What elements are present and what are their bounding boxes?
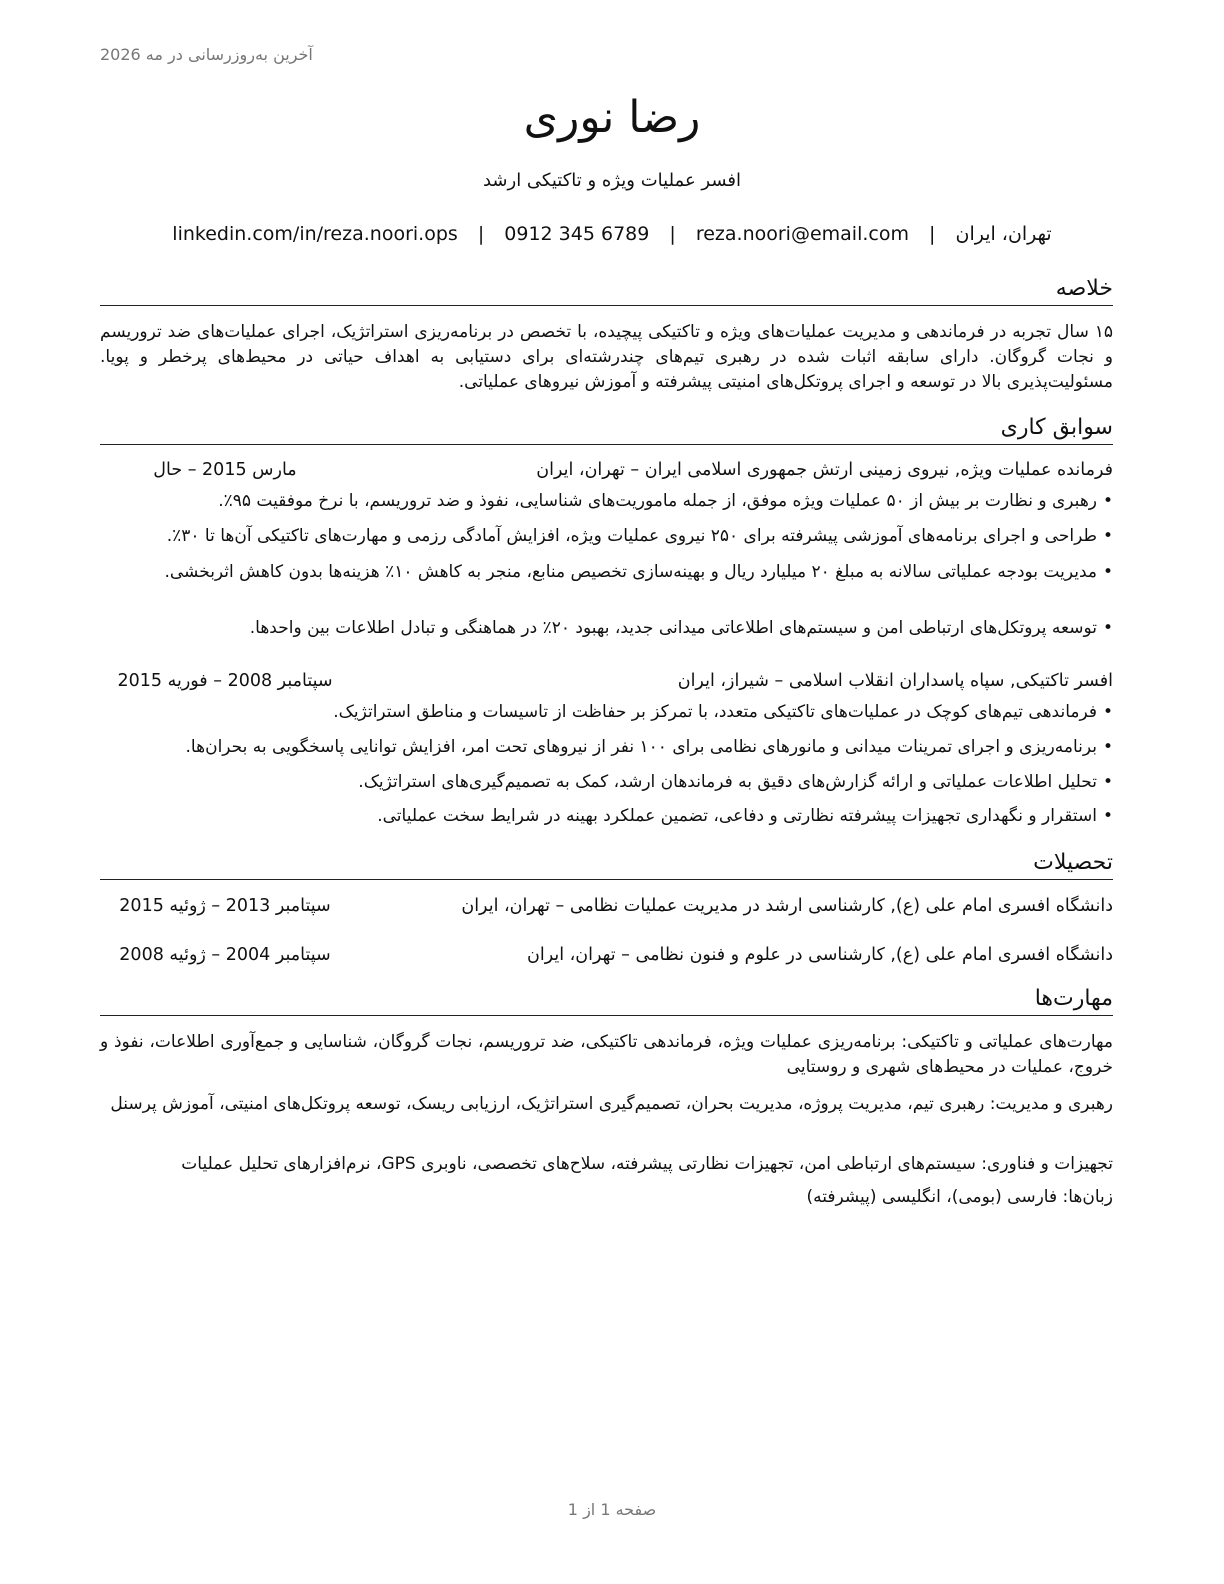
contact-linkedin[interactable]: linkedin.com/in/reza.noori.ops [172,223,458,245]
contact-separator: | [477,223,485,245]
education-item [100,893,1113,919]
skill-item: تجهیزات و فناوری: سیستم‌های ارتباطی امن، تجهیزات نظارتی پیشرفته، سلاح‌های تخصصی، ناوبری GPS، نرم‌افزارهای تحلیل عملیات [181,1154,1113,1174]
job-title: افسر عملیات ویژه و تاکتیکی ارشد [482,170,742,191]
contact-line [0,223,1224,245]
job-bullet: • مدیریت بودجه عملیاتی سالانه به مبلغ ۲۰ میلیارد ریال و بهینه‌سازی تخصیص منابع، منجر به کاهش ۱۰٪ هزینه‌ها بدون کاهش اثربخشی. [164,562,1113,582]
education-location: – تهران، ایران [461,896,570,916]
contact-separator: | [929,223,936,245]
education-degree: دانشگاه افسری امام علی (ع), کارشناسی ارشد در مدیریت عملیات نظامی [569,896,1113,916]
job-header [100,668,1113,694]
education-degree: دانشگاه افسری امام علی (ع), کارشناسی در علوم و فنون نظامی [635,945,1113,965]
job-bullet: • برنامه‌ریزی و اجرای تمرینات میدانی و مانورهای نظامی برای ۱۰۰ نفر از نیروهای تحت امر، افزایش توانایی پاسخگویی به بحران‌ها. [185,737,1113,757]
summary-heading: خلاصه [100,274,1113,306]
job-location: – تهران، ایران [536,460,645,480]
contact-phone[interactable]: 0912 345 6789 [504,223,650,245]
education-item [100,942,1113,968]
contact-email[interactable]: reza.noori@email.com [695,223,909,245]
job-bullet: • تحلیل اطلاعات عملیاتی و ارائه گزارش‌های دقیق به فرماندهان ارشد، کمک به تصمیم‌گیری‌های استراتژیک. [358,772,1113,792]
education-dates: سپتامبر 2013 – ژوئیه 2015 [119,896,331,916]
candidate-name: رضا نوری [523,92,701,143]
last-updated: آخرین به‌روزرسانی در مه 2026 [100,45,313,64]
job-bullet: • رهبری و نظارت بر بیش از ۵۰ عملیات ویژه موفق، از جمله ماموریت‌های شناسایی، نفوذ و ضد تروریسم، با نرخ موفقیت ۹۵٪. [218,491,1113,511]
skills-heading: مهارت‌ها [100,984,1113,1016]
skill-item: رهبری و مدیریت: رهبری تیم، مدیریت پروژه، مدیریت بحران، تصمیم‌گیری استراتژیک، ارزیابی ریسک، توسعه پروتکل‌های امنیتی، آموزش پرسنل [110,1094,1113,1114]
education-dates: سپتامبر 2004 – ژوئیه 2008 [119,945,331,965]
job-role: فرمانده عملیات ویژه, نیروی زمینی ارتش جمهوری اسلامی ایران [644,460,1113,480]
job-header [100,457,1113,483]
job-role: افسر تاکتیکی, سپاه پاسداران انقلاب اسلامی [788,671,1113,691]
education-heading: تحصیلات [100,848,1113,880]
skill-item: مهارت‌های عملیاتی و تاکتیکی: برنامه‌ریزی عملیات ویژه، فرماندهی تاکتیکی، ضد تروریسم، نجات گروگان، شناسایی و جمع‌آوری اطلاعات، نفوذ و خروج، عملیات در محیط‌های شهری و روستایی [100,1032,1113,1077]
experience-heading: سوابق کاری [100,413,1113,445]
job-bullet: • استقرار و نگهداری تجهیزات پیشرفته نظارتی و دفاعی، تضمین عملکرد بهینه در شرایط سخت عملیاتی. [377,806,1113,826]
contact-separator: | [669,223,676,245]
job-bullet: • فرماندهی تیم‌های کوچک در عملیات‌های تاکتیکی متعدد، با تمرکز بر حفاظت از تاسیسات و مناطق استراتژیک. [333,702,1113,722]
job-dates: مارس 2015 – حال [153,460,297,480]
job-bullet: • توسعه پروتکل‌های ارتباطی امن و سیستم‌های اطلاعاتی میدانی جدید، بهبود ۲۰٪ در هماهنگی و تبادل اطلاعات بین واحدها. [249,618,1113,638]
skill-item: زبان‌ها: فارسی (بومی)، انگلیسی (پیشرفته) [806,1187,1113,1207]
contact-location: تهران، ایران [955,223,1052,245]
job-location: – شیراز، ایران [677,671,789,691]
job-dates: سپتامبر 2008 – فوریه 2015 [117,671,333,691]
summary-text: ۱۵ سال تجربه در فرماندهی و مدیریت عملیات‌های ویژه و تاکتیکی پیچیده، با تخصص در برنامه‌ریزی استراتژیک، اجرای عملیات‌های ضد تروریسم و نجات گروگان. دارای سابقه اثبات شده در رهبری تیم‌های چندرشته‌ای برای دستیابی به اهداف حیاتی در محیط‌های پرخطر و پویا. مسئولیت‌پذیری بالا در توسعه و اجرای پروتکل‌های امنیتی پیشرفته و آموزش نیروهای عملیاتی. [100,322,1113,392]
education-location: – تهران، ایران [526,945,636,965]
page-number: صفحه 1 از 1 [567,1500,657,1519]
job-bullet: • طراحی و اجرای برنامه‌های آموزشی پیشرفته برای ۲۵۰ نیروی عملیات ویژه، افزایش آمادگی رزمی و مهارت‌های تاکتیکی آن‌ها تا ۳۰٪. [166,526,1113,546]
